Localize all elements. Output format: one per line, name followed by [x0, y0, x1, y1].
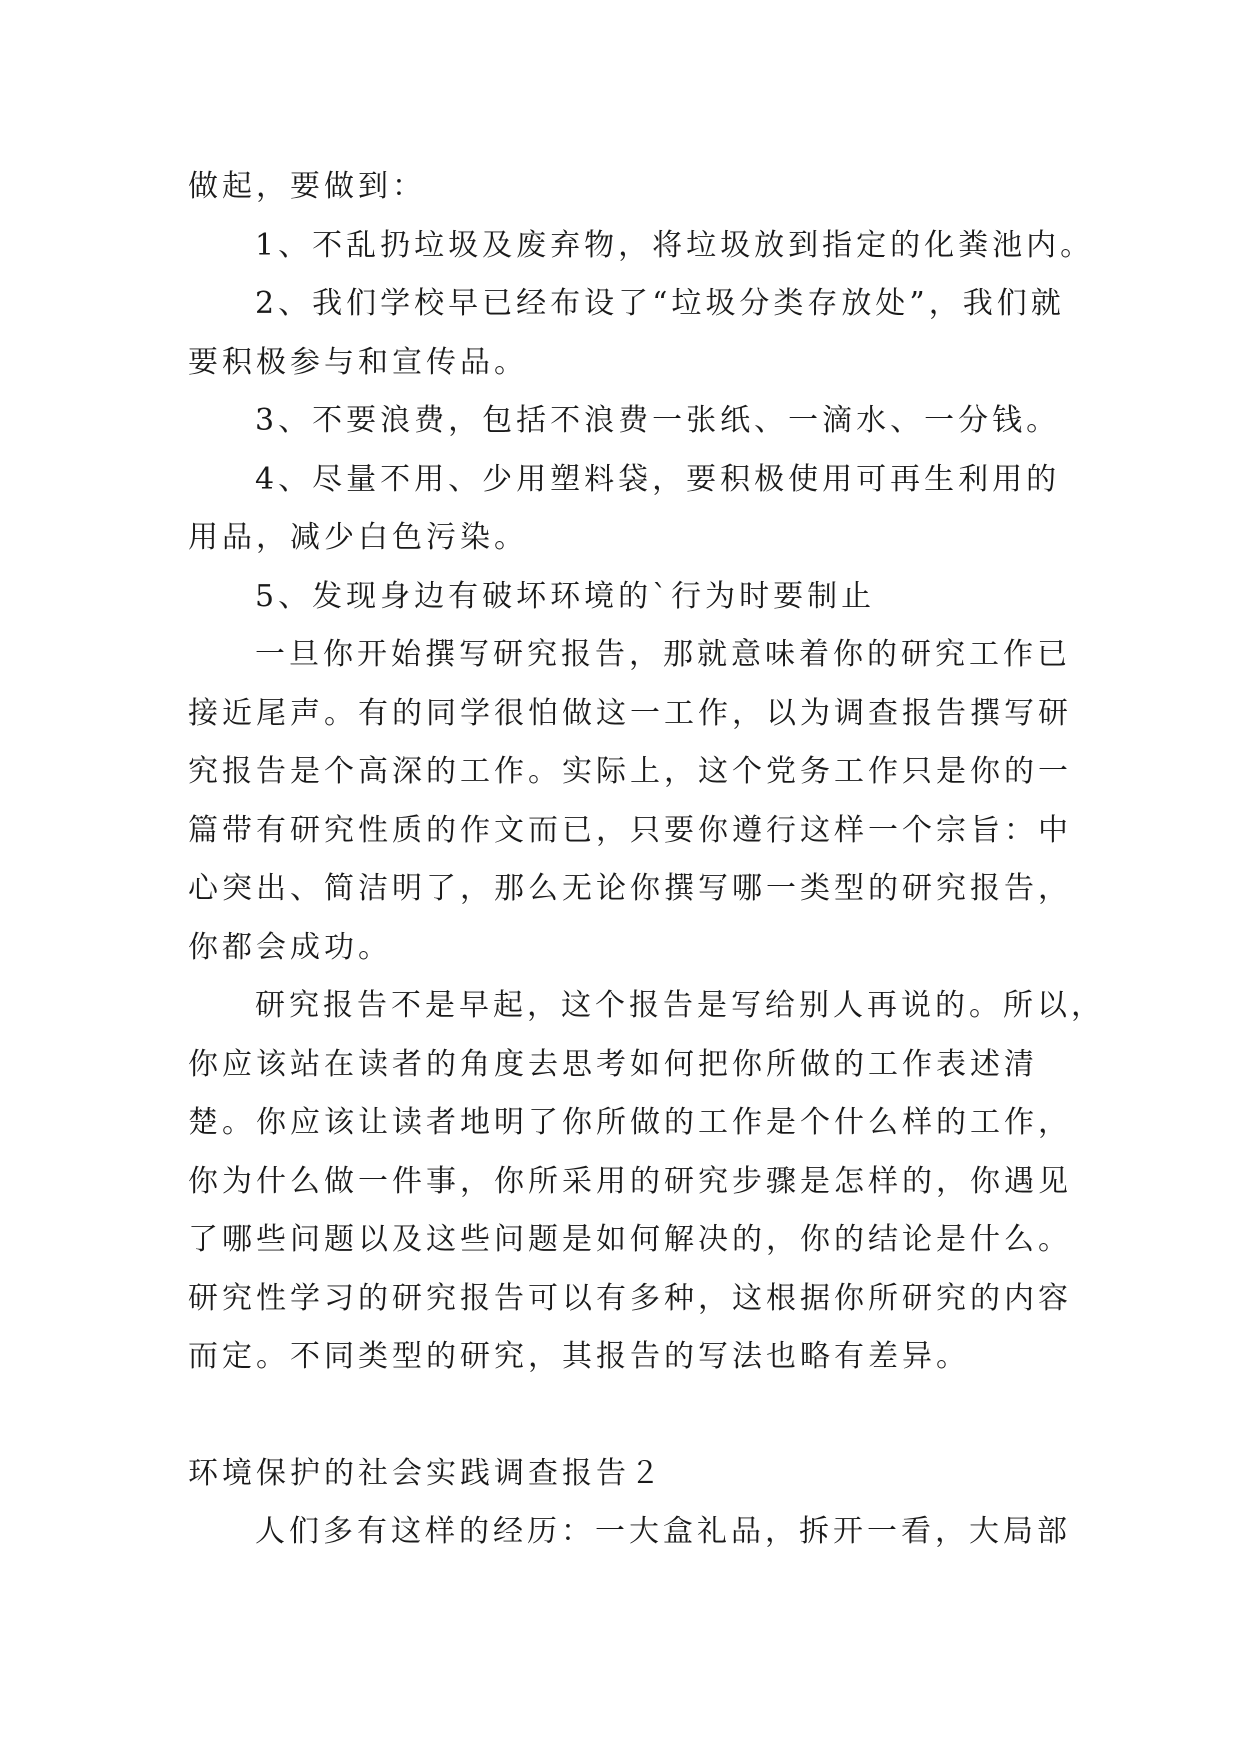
- paragraph-line: 研究报告不是早起，这个报告是写给别人再说的。所以，: [255, 988, 1105, 1023]
- list-item-1: 1、不乱扔垃圾及废弃物，将垃圾放到指定的化粪池内。: [255, 227, 1095, 263]
- paragraph-line: 做起，要做到：: [188, 169, 426, 204]
- paragraph-line: 你为什么做一件事，你所采用的研究步骤是怎样的，你遇见: [188, 1163, 1072, 1199]
- paragraph-line: 篇带有研究性质的作文而已，只要你遵行这样一个宗旨：中: [188, 812, 1072, 848]
- section-title: 环境保护的社会实践调查报告２: [188, 1455, 664, 1491]
- section-spacer: [188, 1387, 1068, 1445]
- paragraph-line: 接近尾声。有的同学很怕做这一工作，以为调查报告撰写研: [188, 695, 1072, 731]
- paragraph-line: 楚。你应该让读者地明了你所做的工作是个什么样的工作，: [188, 1105, 1072, 1140]
- document-body: [188, 158, 1105, 1562]
- paragraph-line: 研究性学习的研究报告可以有多种，这根据你所研究的内容: [188, 1280, 1072, 1316]
- paragraph-line: 人们多有这样的经历：一大盒礼品，拆开一看，大局部: [255, 1514, 1071, 1549]
- paragraph-line: 要积极参与和宣传品。: [188, 344, 528, 380]
- paragraph-line: 而定。不同类型的研究，其报告的写法也略有差异。: [188, 1339, 970, 1374]
- list-item-3: 3、不要浪费，包括不浪费一张纸、一滴水、一分钱。: [255, 403, 1061, 438]
- list-item-2: 2、我们学校早已经布设了“垃圾分类存放处”，我们就: [255, 286, 1065, 321]
- paragraph-line: 用品，减少白色污染。: [188, 520, 528, 555]
- paragraph-line: 究报告是个高深的工作。实际上，这个党务工作只是你的一: [188, 754, 1072, 789]
- list-item-4: 4、尽量不用、少用塑料袋，要积极使用可再生利用的: [255, 461, 1061, 497]
- paragraph-line: 一旦你开始撰写研究报告，那就意味着你的研究工作已: [255, 637, 1071, 672]
- list-item-5: 5、发现身边有破坏环境的`行为时要制止: [255, 578, 876, 614]
- paragraph-line: 心突出、简洁明了，那么无论你撰写哪一类型的研究报告，: [188, 871, 1072, 906]
- paragraph-line: 你应该站在读者的角度去思考如何把你所做的工作表述清: [188, 1046, 1038, 1082]
- paragraph-line: 了哪些问题以及这些问题是如何解决的，你的结论是什么。: [188, 1222, 1072, 1257]
- paragraph-line: 你都会成功。: [188, 929, 392, 965]
